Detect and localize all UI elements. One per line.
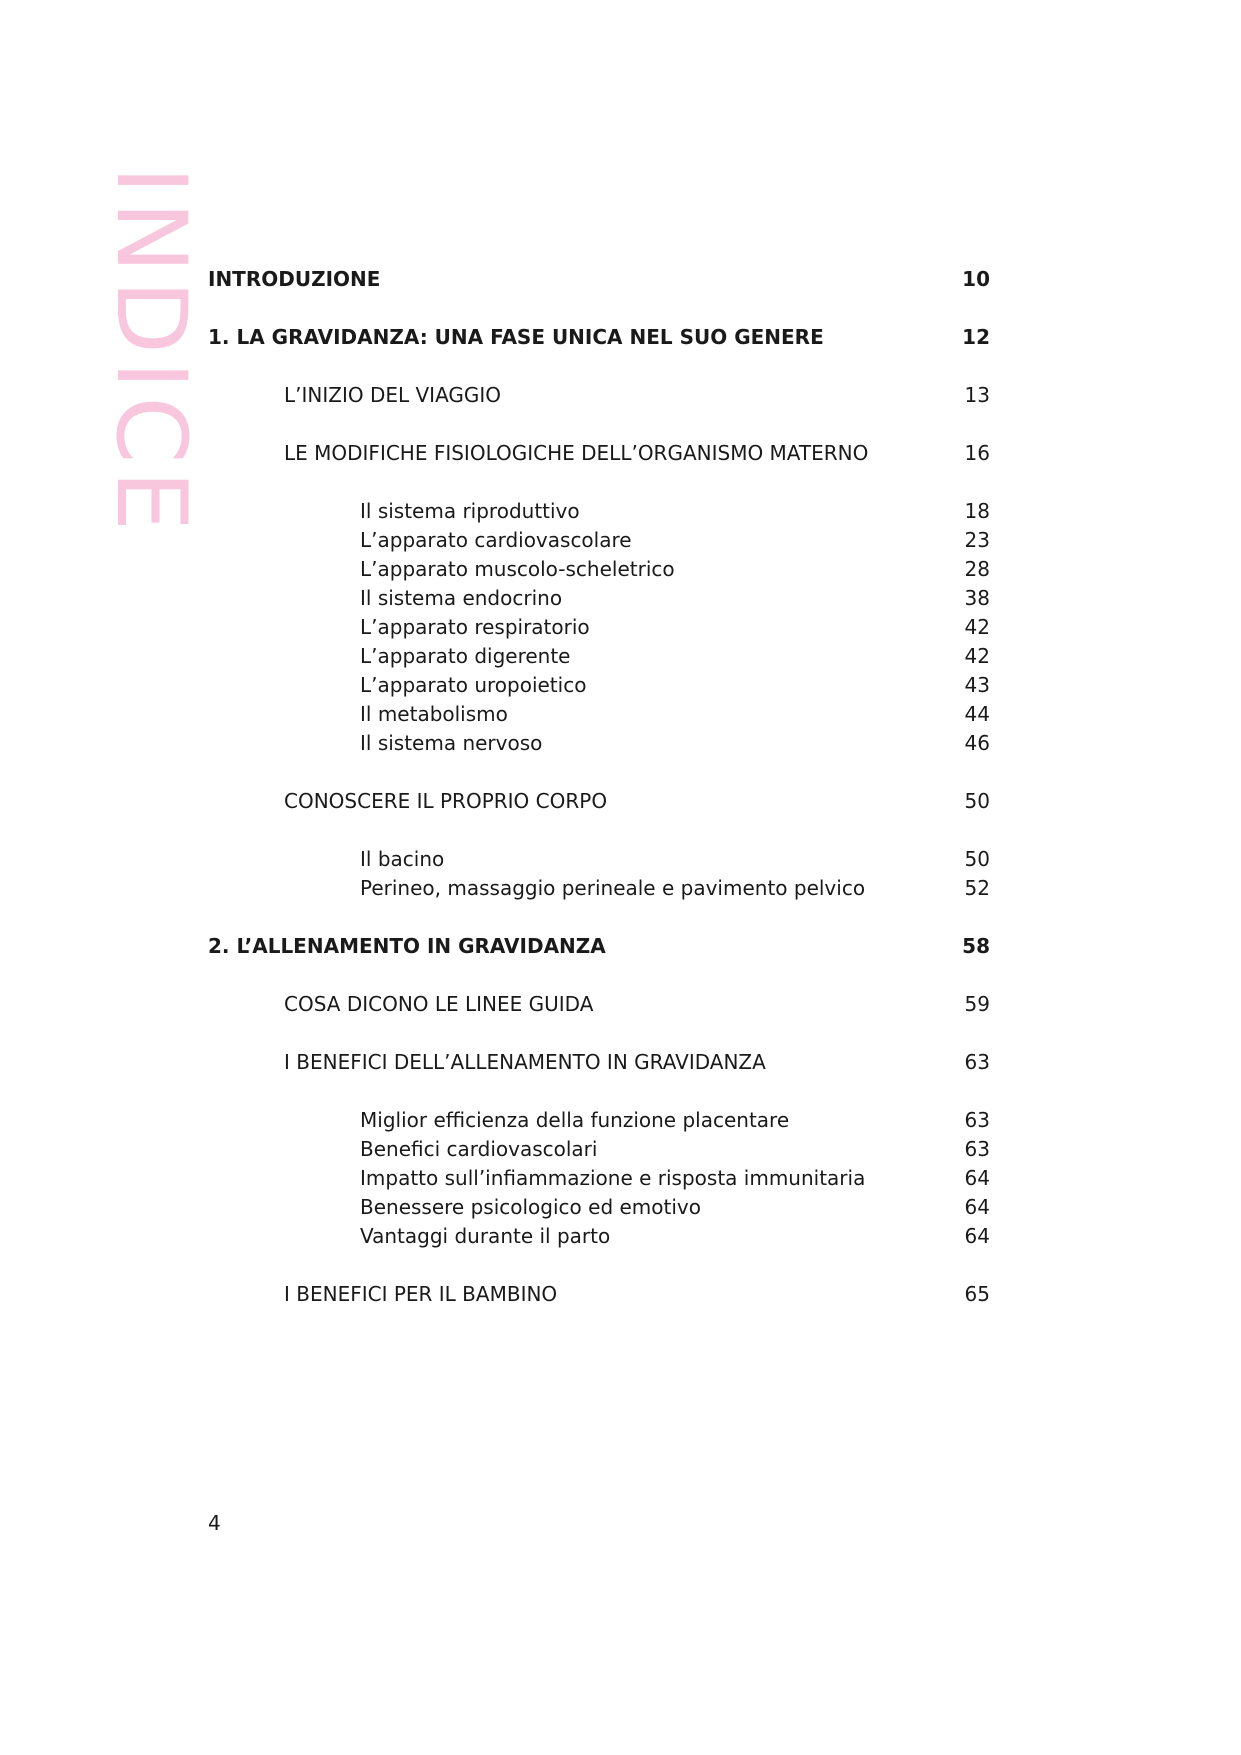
toc-entry-title: CONOSCERE IL PROPRIO CORPO [284, 789, 608, 813]
toc-entry-page: 64 [964, 1224, 990, 1248]
toc-entry-title: L’apparato muscolo-scheletrico [360, 557, 675, 581]
toc-subsection[interactable] [360, 728, 990, 758]
toc-chapter-2[interactable] [208, 931, 990, 961]
toc-entry-page: 13 [964, 383, 990, 407]
toc-entry-page: 52 [964, 876, 990, 900]
toc-entry-page: 43 [964, 673, 990, 697]
toc-entry-title: Il bacino [360, 847, 445, 871]
toc-entry-page: 44 [964, 702, 990, 726]
toc-entry-page: 64 [964, 1195, 990, 1219]
toc-chapter-1[interactable] [208, 322, 990, 352]
toc-subsection[interactable] [360, 554, 990, 584]
toc-entry-title: INTRODUZIONE [208, 267, 381, 291]
toc-subsection[interactable] [360, 670, 990, 700]
toc-entry-introduzione[interactable] [208, 264, 990, 294]
toc-entry-page: 42 [964, 644, 990, 668]
toc-subsection[interactable] [360, 641, 990, 671]
toc-entry-title: I BENEFICI PER IL BAMBINO [284, 1282, 558, 1306]
toc-subsection[interactable] [360, 583, 990, 613]
toc-entry-page: 65 [964, 1282, 990, 1306]
toc-entry-title: Perineo, massaggio perineale e pavimento pelvico [360, 876, 866, 900]
toc-entry-title: I BENEFICI DELL’ALLENAMENTO IN GRAVIDANZA [284, 1050, 766, 1074]
toc-subsection[interactable] [360, 525, 990, 555]
toc-entry-title: L’apparato cardiovascolare [360, 528, 632, 552]
toc-entry-page: 46 [964, 731, 990, 755]
toc-entry-page: 42 [964, 615, 990, 639]
toc-section[interactable] [284, 786, 990, 816]
toc-subsection[interactable] [360, 1134, 990, 1164]
toc-entry-title: L’apparato digerente [360, 644, 571, 668]
toc-entry-page: 64 [964, 1166, 990, 1190]
toc-entry-page: 59 [964, 992, 990, 1016]
toc-entry-page: 12 [962, 325, 990, 349]
page-number: 4 [208, 1511, 221, 1535]
toc-entry-title: LE MODIFICHE FISIOLOGICHE DELL’ORGANISMO MATERNO [284, 441, 869, 465]
toc-entry-title: L’INIZIO DEL VIAGGIO [284, 383, 502, 407]
toc-entry-page: 50 [964, 789, 990, 813]
toc-entry-page: 16 [964, 441, 990, 465]
toc-entry-title: L’apparato respiratorio [360, 615, 590, 639]
toc-subsection[interactable] [360, 699, 990, 729]
toc-entry-page: 50 [964, 847, 990, 871]
toc-section[interactable] [284, 989, 990, 1019]
toc-entry-title: Vantaggi durante il parto [360, 1224, 611, 1248]
toc-entry-page: 10 [962, 267, 990, 291]
toc-subsection[interactable] [360, 844, 990, 874]
toc-entry-title: 2. L’ALLENAMENTO IN GRAVIDANZA [208, 934, 606, 958]
toc-entry-title: Impatto sull’infiammazione e risposta immunitaria [360, 1166, 866, 1190]
toc-subsection[interactable] [360, 1163, 990, 1193]
toc-entry-page: 28 [964, 557, 990, 581]
toc-entry-title: Benefici cardiovascolari [360, 1137, 598, 1161]
toc-entry-title: Miglior efficienza della funzione placentare [360, 1108, 790, 1132]
toc-entry-title: 1. LA GRAVIDANZA: UNA FASE UNICA NEL SUO GENERE [208, 325, 824, 349]
toc-entry-page: 58 [962, 934, 990, 958]
toc-entry-page: 63 [964, 1137, 990, 1161]
index-side-title-text: INDICE [95, 166, 207, 539]
toc-entry-page: 63 [964, 1050, 990, 1074]
toc-entry-title: Il sistema endocrino [360, 586, 563, 610]
toc-entry-title: L’apparato uropoietico [360, 673, 587, 697]
toc-section[interactable] [284, 380, 990, 410]
toc-entry-title: Il sistema nervoso [360, 731, 543, 755]
toc-section[interactable] [284, 1279, 990, 1309]
toc-entry-page: 18 [964, 499, 990, 523]
toc-entry-title: Il sistema riproduttivo [360, 499, 580, 523]
toc-section[interactable] [284, 1047, 990, 1077]
toc-entry-title: Benessere psicologico ed emotivo [360, 1195, 701, 1219]
toc-subsection[interactable] [360, 1105, 990, 1135]
toc-entry-page: 38 [964, 586, 990, 610]
toc-subsection[interactable] [360, 612, 990, 642]
toc-subsection[interactable] [360, 496, 990, 526]
toc-subsection[interactable] [360, 1192, 990, 1222]
toc-entry-title: Il metabolismo [360, 702, 508, 726]
toc-subsection[interactable] [360, 1221, 990, 1251]
toc-entry-title: COSA DICONO LE LINEE GUIDA [284, 992, 594, 1016]
toc-subsection[interactable] [360, 873, 990, 903]
toc-entry-page: 63 [964, 1108, 990, 1132]
toc-entry-page: 23 [964, 528, 990, 552]
toc-section[interactable] [284, 438, 990, 468]
